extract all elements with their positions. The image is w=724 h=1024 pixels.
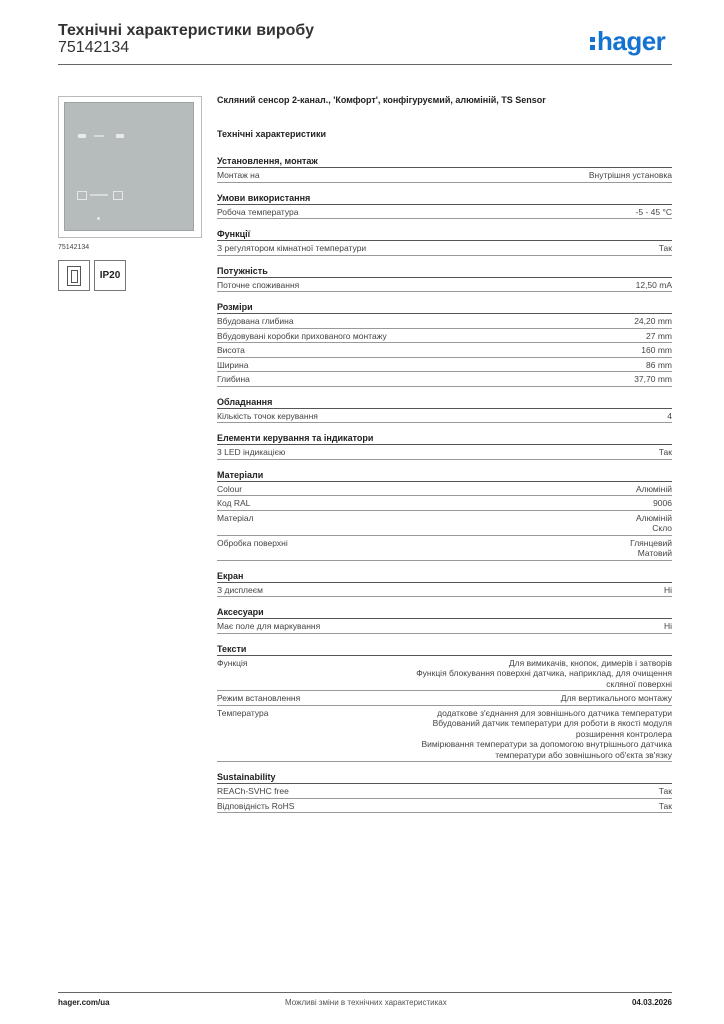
spec-section bbox=[217, 155, 672, 183]
spec-row bbox=[217, 496, 672, 511]
spec-row bbox=[217, 536, 672, 561]
spec-label: Робоча температура bbox=[217, 206, 299, 217]
section-heading: Sustainability bbox=[217, 771, 672, 784]
spec-row bbox=[217, 168, 672, 183]
spec-row bbox=[217, 799, 672, 814]
glass-sensor-image bbox=[64, 102, 194, 231]
section-heading: Елементи керування та індикатори bbox=[217, 432, 672, 445]
spec-title: Технічні характеристики bbox=[217, 129, 326, 139]
ip-rating-badge: IP20 bbox=[94, 260, 126, 291]
footer-divider bbox=[58, 992, 672, 993]
spec-sections bbox=[217, 155, 672, 813]
spec-label: Поточне споживання bbox=[217, 279, 300, 290]
spec-row bbox=[217, 343, 672, 358]
section-heading: Розміри bbox=[217, 301, 672, 314]
section-heading: Аксесуари bbox=[217, 606, 672, 619]
spec-section bbox=[217, 570, 672, 598]
spec-value: Так bbox=[658, 447, 672, 457]
spec-row bbox=[217, 706, 672, 763]
spec-row bbox=[217, 329, 672, 344]
spec-value: 27 mm bbox=[646, 330, 672, 341]
spec-value: Для вимикачів, кнопок, димерів і затворів Функція блокування поверхні датчика, наприклад, для очищення скляної поверхні bbox=[416, 657, 672, 689]
spec-row bbox=[217, 205, 672, 220]
spec-row bbox=[217, 358, 672, 373]
section-heading: Умови використання bbox=[217, 192, 672, 205]
section-heading: Потужність bbox=[217, 265, 672, 278]
spec-value: Так bbox=[658, 786, 672, 796]
spec-label: Має поле для маркування bbox=[217, 621, 321, 631]
spec-value: Так bbox=[658, 243, 672, 253]
spec-value: 37,70 mm bbox=[634, 374, 672, 384]
spec-label: З дисплеєм bbox=[217, 584, 263, 595]
spec-value: 9006 bbox=[653, 498, 672, 508]
section-heading: Матеріали bbox=[217, 469, 672, 482]
spec-label: Режим встановлення bbox=[217, 693, 301, 703]
spec-section bbox=[217, 432, 672, 460]
spec-value: Алюміній Скло bbox=[636, 512, 672, 533]
spec-row bbox=[217, 482, 672, 497]
spec-row bbox=[217, 372, 672, 387]
spec-row bbox=[217, 619, 672, 634]
spec-row bbox=[217, 409, 672, 424]
spec-label: Ширина bbox=[217, 359, 249, 370]
spec-value: Внутрішня установка bbox=[588, 170, 672, 180]
spec-label: Матеріал bbox=[217, 512, 254, 523]
logo-text: hager bbox=[597, 26, 666, 56]
spec-section bbox=[217, 192, 672, 220]
section-heading: Функції bbox=[217, 228, 672, 241]
spec-value: Для вертикального монтажу bbox=[560, 693, 672, 703]
spec-section bbox=[217, 301, 672, 387]
spec-label: Colour bbox=[217, 483, 243, 494]
section-heading: Екран bbox=[217, 570, 672, 583]
section-heading: Обладнання bbox=[217, 396, 672, 409]
spec-label: Функція bbox=[217, 657, 248, 668]
spec-content bbox=[217, 95, 672, 822]
section-heading: Установлення, монтаж bbox=[217, 155, 672, 168]
spec-section bbox=[217, 396, 672, 424]
spec-label: Висота bbox=[217, 345, 245, 355]
spec-label: Вбудована глибина bbox=[217, 316, 294, 326]
product-description: Скляний сенсор 2-канал., 'Комфорт', конфігуруємий, алюміній, TS Sensor bbox=[217, 95, 546, 105]
spec-section bbox=[217, 228, 672, 256]
spec-label: Код RAL bbox=[217, 498, 251, 508]
spec-row bbox=[217, 691, 672, 706]
spec-row bbox=[217, 314, 672, 329]
spec-value: Ні bbox=[663, 621, 672, 631]
spec-section bbox=[217, 469, 672, 561]
spec-row bbox=[217, 278, 672, 293]
product-code-header: 75142134 bbox=[58, 39, 130, 56]
flush-mount-icon bbox=[67, 266, 81, 286]
spec-value: Глянцевий Матовий bbox=[630, 537, 672, 558]
logo-dots-icon bbox=[590, 34, 595, 53]
image-caption-code: 75142134 bbox=[58, 244, 90, 251]
footer-date: 04.03.2026 bbox=[631, 998, 672, 1007]
spec-value: 12,50 mA bbox=[635, 279, 672, 290]
spec-label: Монтаж на bbox=[217, 170, 260, 180]
spec-section bbox=[217, 771, 672, 813]
header-divider bbox=[58, 64, 672, 65]
spec-value: Ні bbox=[663, 584, 672, 595]
product-image bbox=[58, 96, 202, 238]
spec-row bbox=[217, 445, 672, 460]
spec-label: REACh-SVHC free bbox=[217, 786, 289, 796]
spec-label: Обробка поверхні bbox=[217, 537, 288, 548]
spec-value: -5 - 45 °C bbox=[635, 206, 672, 217]
spec-label: Кількість точок керування bbox=[217, 410, 318, 421]
spec-label: Відповідність RoHS bbox=[217, 800, 295, 811]
spec-value: Так bbox=[658, 800, 672, 811]
page-title: Технічні характеристики виробу bbox=[58, 22, 314, 39]
spec-section bbox=[217, 265, 672, 293]
spec-row bbox=[217, 511, 672, 536]
spec-label: Глибина bbox=[217, 374, 250, 384]
spec-value: додаткове з'єднання для зовнішнього датчика температури Вбудований датчик температури для роботи в якості модуля розширення контролера Вимірювання температури за допомогою внутрішнього датчика температури або зовнішнього об'єкта зв'язку bbox=[421, 707, 672, 760]
spec-label: Температура bbox=[217, 707, 269, 718]
spec-value: 24,20 mm bbox=[634, 316, 672, 326]
spec-row bbox=[217, 241, 672, 256]
footer-website[interactable]: hager.com/ua bbox=[58, 998, 110, 1007]
spec-section bbox=[217, 606, 672, 634]
mounting-icon-box bbox=[58, 260, 90, 291]
spec-value: 160 mm bbox=[641, 345, 672, 355]
spec-row bbox=[217, 656, 672, 692]
hager-logo[interactable] bbox=[590, 26, 665, 57]
spec-label: Вбудовувані коробки прихованого монтажу bbox=[217, 330, 387, 341]
spec-value: Алюміній bbox=[636, 483, 672, 494]
spec-section bbox=[217, 643, 672, 763]
spec-row bbox=[217, 583, 672, 598]
spec-value: 86 mm bbox=[646, 359, 672, 370]
section-heading: Тексти bbox=[217, 643, 672, 656]
spec-value: 4 bbox=[667, 410, 672, 421]
spec-row bbox=[217, 784, 672, 799]
spec-label: З регулятором кімнатної температури bbox=[217, 243, 367, 253]
footer-notice: Можливі зміни в технічних характеристиках bbox=[285, 998, 447, 1007]
spec-label: 3 LED індикацією bbox=[217, 447, 286, 457]
